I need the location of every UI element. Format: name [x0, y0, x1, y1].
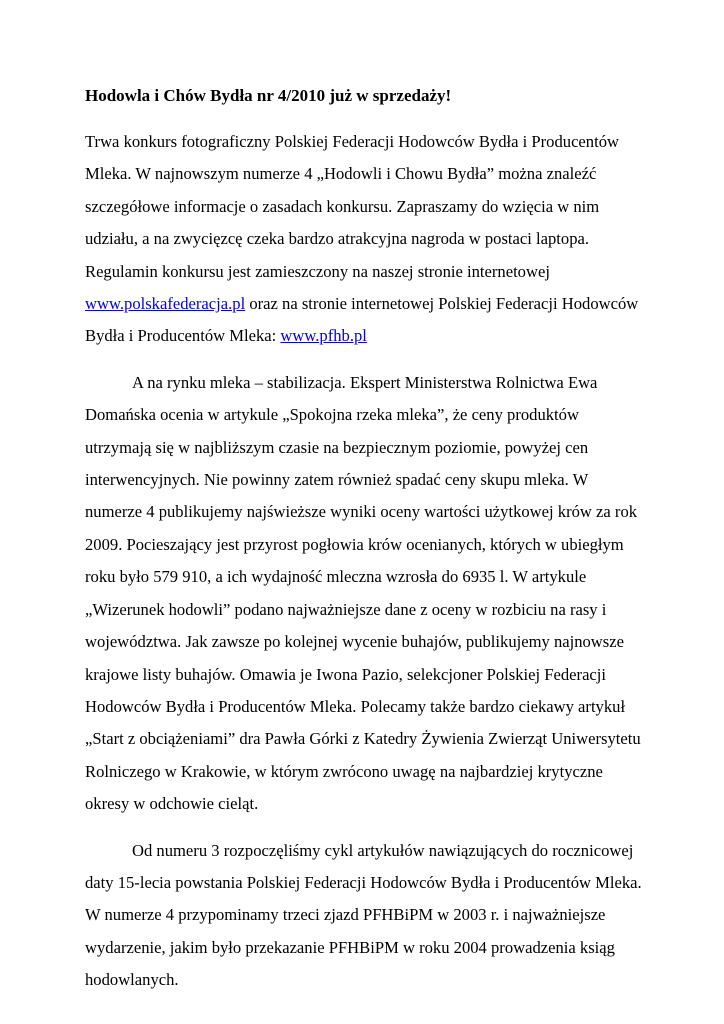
- paragraph-contest: [85, 126, 644, 353]
- paragraph-contest-text: Trwa konkurs fotograficzny Polskiej Federacji Hodowców Bydła i Producentów Mleka. W najnowszym numerze 4 „Hodowli i Chowu Bydła” można znaleźć szczegółowe informacje o zasadach konkursu. Zapraszamy do wzięcia w nim udziału, a na zwycięzcę czeka bardzo atrakcyjna nagroda w postaci laptopa. Regulamin konkursu jest zamieszczony na naszej stronie internetowej: [85, 132, 619, 281]
- paragraph-milk-market: A na rynku mleka – stabilizacja. Ekspert Ministerstwa Rolnictwa Ewa Domańska ocenia w artykule „Spokojna rzeka mleka”, że ceny produktów utrzymają się w najbliższym czasie na bezpiecznym poziomie, powyżej cen interwencyjnych. Nie powinny zatem również spadać ceny skupu mleka. W numerze 4 publikujemy najświeższe wyniki oceny wartości użytkowej krów za rok 2009. Pocieszający jest przyrost pogłowia krów ocenianych, których w ubiegłym roku było 579 910, a ich wydajność mleczna wzrosła do 6935 l. W artykule „Wizerunek hodowli” podano najważniejsze dane z oceny w rozbiciu na rasy i województwa. Jak zawsze po kolejnej wycenie buhajów, publikujemy najnowsze krajowe listy buhajów. Omawia je Iwona Pazio, selekcjoner Polskiej Federacji Hodowców Bydła i Producentów Mleka. Polecamy także bardzo ciekawy artykuł „Start z obciążeniami” dra Pawła Górki z Katedry Żywienia Zwierząt Uniwersytetu Rolniczego w Krakowie, w którym zwrócono uwagę na najbardziej krytyczne okresy w odchowie cieląt.: [85, 372, 641, 814]
- link-pfhb[interactable]: www.pfhb.pl: [280, 326, 367, 346]
- paragraph-contest-text-2: oraz na stronie internetowej Polskiej Federacji Hodowców Bydła i Producentów Mleka:: [85, 294, 639, 346]
- link-polskafederacja[interactable]: www.polskafederacja.pl: [85, 294, 246, 314]
- document-title: Hodowla i Chów Bydła nr 4/2010 już w sprzedaży!: [85, 86, 452, 105]
- paragraph-anniversary: Od numeru 3 rozpoczęliśmy cykl artykułów nawiązujących do rocznicowej daty 15-lecia powstania Polskiej Federacji Hodowców Bydła i Producentów Mleka. W numerze 4 przypominamy trzeci zjazd PFHBiPM w 2003 r. i najważniejsze wydarzenie, jakim było przekazanie PFHBiPM w roku 2004 prowadzenia ksiąg hodowlanych.: [85, 840, 642, 990]
